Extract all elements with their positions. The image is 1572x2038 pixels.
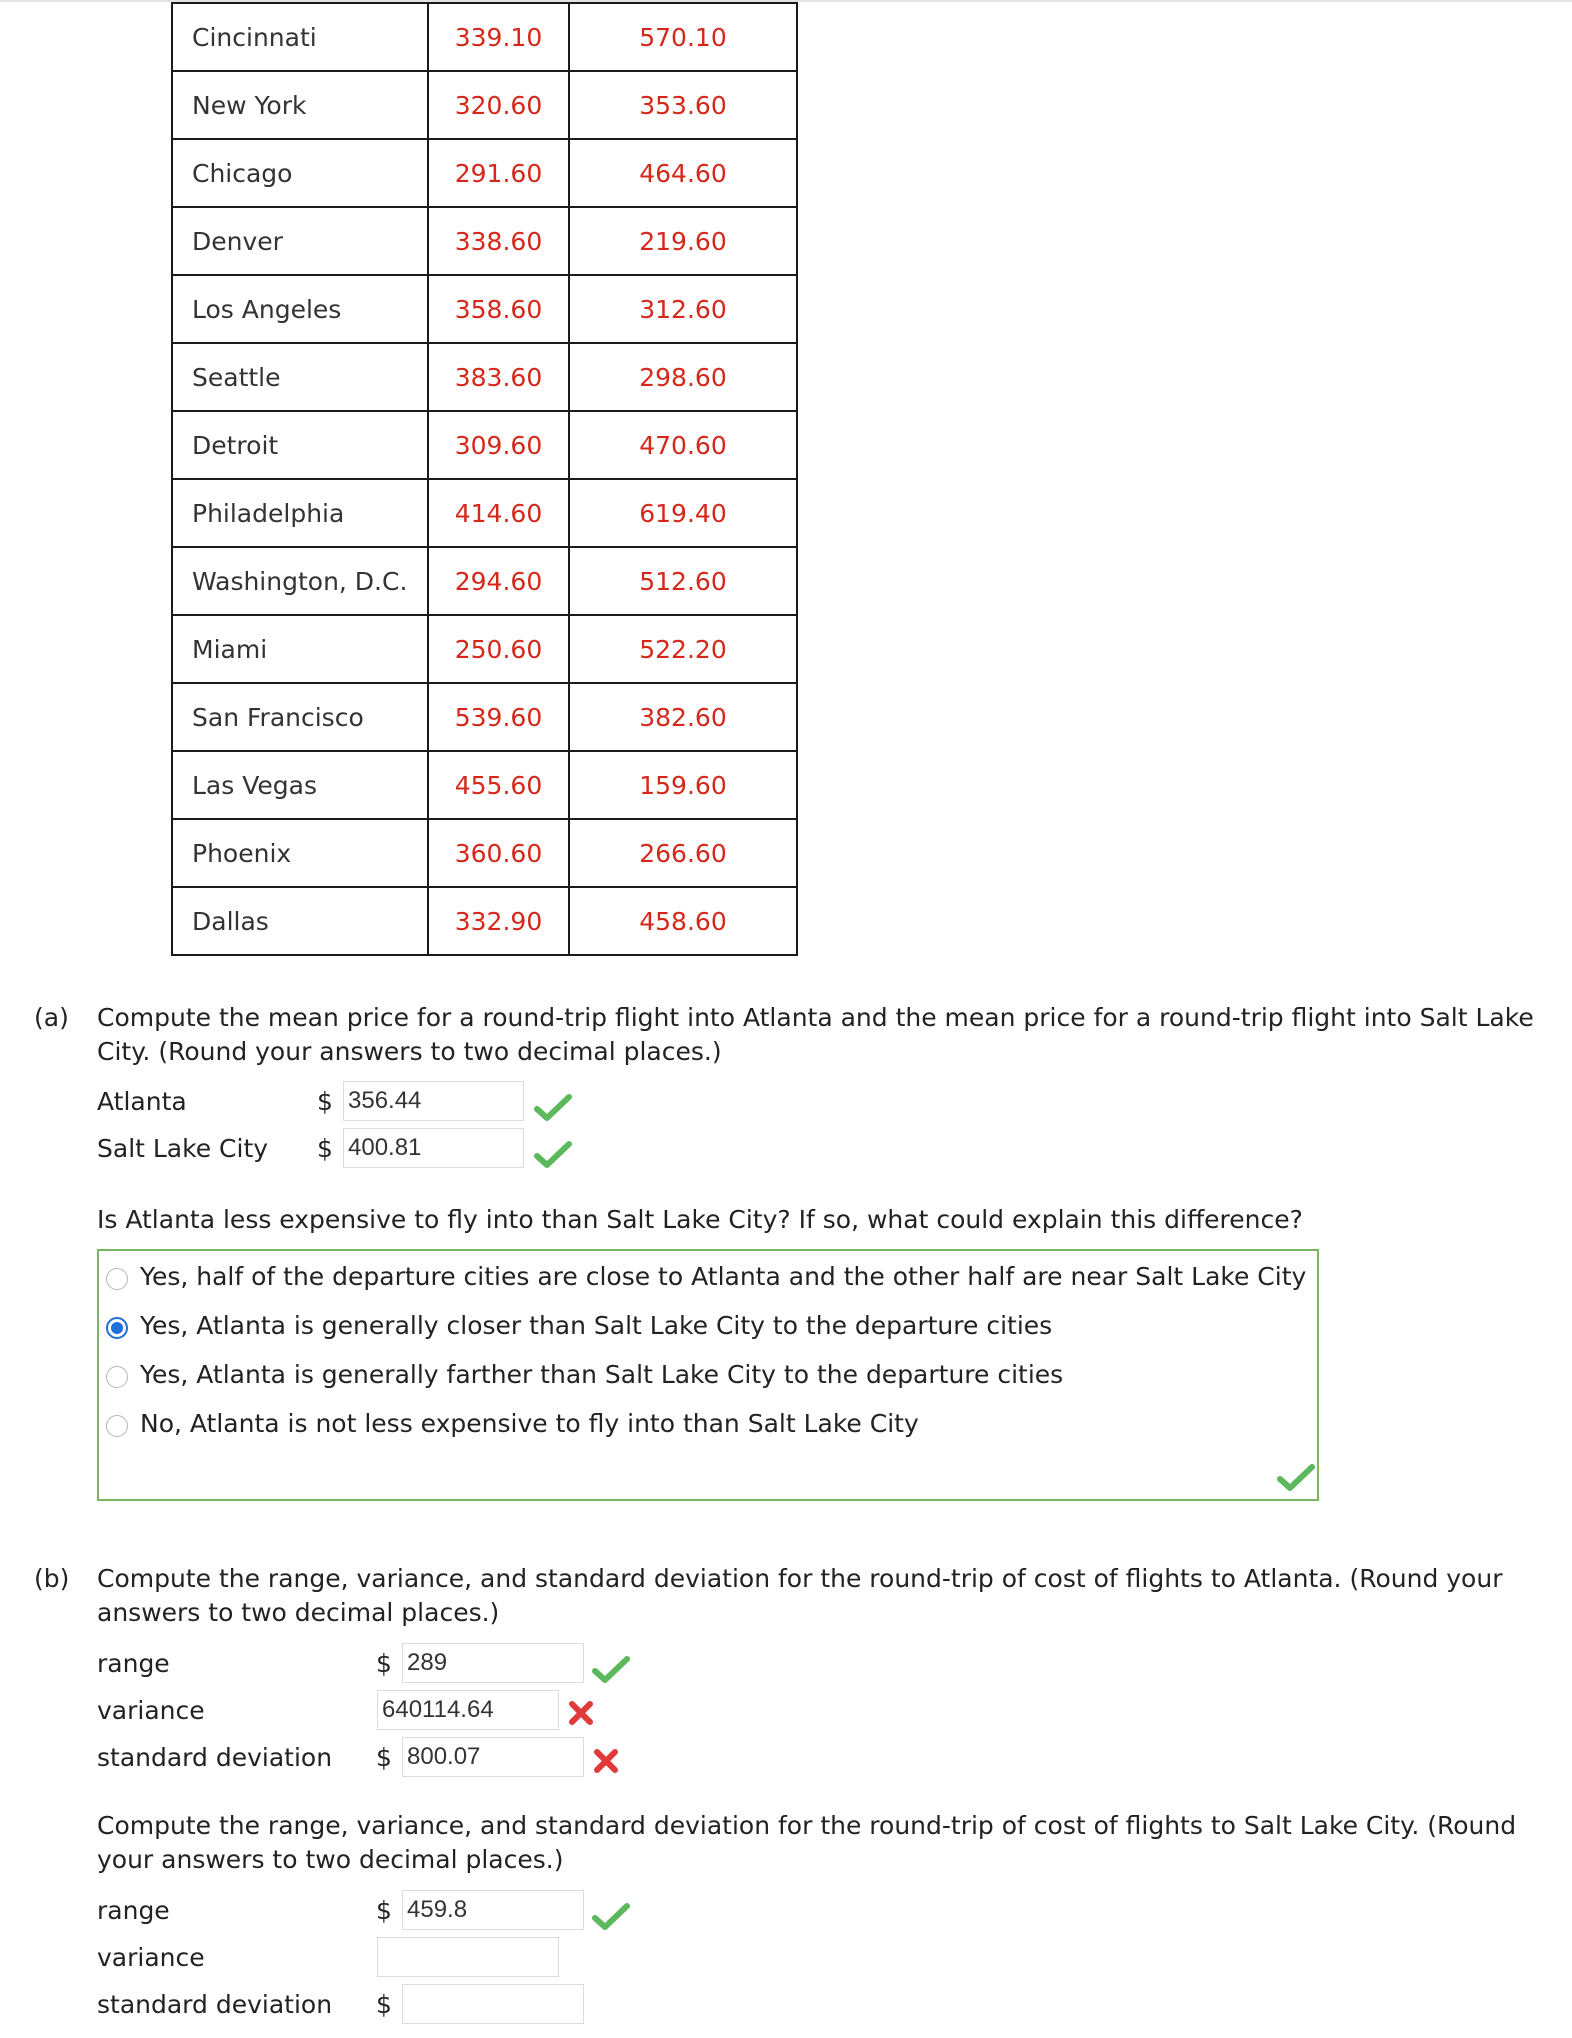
choice-4-label: No, Atlanta is not less expensive to fly into than Salt Lake City [140, 1409, 919, 1438]
slc-std-input[interactable] [402, 1984, 584, 2024]
slc-price-cell: 619.40 [569, 479, 797, 547]
city-cell: Las Vegas [172, 751, 428, 819]
table-row [172, 343, 797, 411]
atlanta-range-currency: $ [376, 1649, 392, 1678]
slc-price-cell: 266.60 [569, 819, 797, 887]
atlanta-variance-input[interactable]: 640114.64 [377, 1690, 559, 1730]
atlanta-price-cell: 539.60 [428, 683, 569, 751]
choice-option-4[interactable] [99, 1409, 1314, 1449]
part-a-question: Compute the mean price for a round-trip flight into Atlanta and the mean price for a round-trip flight into Salt Lake City. (Round your answers to two decimal places.) [97, 1003, 1534, 1066]
atlanta-std-currency: $ [376, 1743, 392, 1772]
atlanta-price-cell: 291.60 [428, 139, 569, 207]
slc-price-cell: 458.60 [569, 887, 797, 955]
slc-price-cell: 470.60 [569, 411, 797, 479]
atlanta-price-cell: 338.60 [428, 207, 569, 275]
table-row [172, 275, 797, 343]
atlanta-price-cell: 360.60 [428, 819, 569, 887]
table-row [172, 3, 797, 71]
slc-mean-label: Salt Lake City [97, 1134, 269, 1163]
followup-question: Is Atlanta less expensive to fly into than Salt Lake City? If so, what could explain this difference? [97, 1205, 1303, 1234]
slc-std-currency: $ [376, 1990, 392, 2019]
table-row [172, 71, 797, 139]
slc-price-cell: 353.60 [569, 71, 797, 139]
slc-mean-input[interactable]: 400.81 [343, 1128, 524, 1168]
atlanta-range-input[interactable]: 289 [402, 1643, 584, 1683]
atlanta-variance-label: variance [97, 1696, 205, 1725]
city-cell: Phoenix [172, 819, 428, 887]
choice-option-3[interactable] [99, 1360, 1314, 1400]
city-cell: Chicago [172, 139, 428, 207]
choices-correct-check-icon [1276, 1463, 1316, 1493]
atlanta-price-cell: 414.60 [428, 479, 569, 547]
table-row [172, 751, 797, 819]
slc-range-correct-check-icon [591, 1902, 631, 1932]
choice-2-radio-selected[interactable] [106, 1317, 128, 1339]
atlanta-mean-label: Atlanta [97, 1087, 187, 1116]
table-row [172, 887, 797, 955]
atlanta-price-cell: 294.60 [428, 547, 569, 615]
choice-4-radio[interactable] [106, 1415, 128, 1437]
slc-price-cell: 570.10 [569, 3, 797, 71]
atlanta-price-cell: 309.60 [428, 411, 569, 479]
table-row [172, 615, 797, 683]
choices-group [97, 1249, 1319, 1501]
city-cell: New York [172, 71, 428, 139]
choice-3-radio[interactable] [106, 1366, 128, 1388]
slc-range-currency: $ [376, 1896, 392, 1925]
slc-price-cell: 512.60 [569, 547, 797, 615]
atlanta-price-cell: 383.60 [428, 343, 569, 411]
atlanta-std-incorrect-cross-icon [591, 1746, 621, 1776]
slc-range-label: range [97, 1896, 170, 1925]
table-row [172, 207, 797, 275]
city-cell: Philadelphia [172, 479, 428, 547]
choice-2-label: Yes, Atlanta is generally closer than Salt Lake City to the departure cities [140, 1311, 1053, 1340]
table-row [172, 411, 797, 479]
atlanta-price-cell: 455.60 [428, 751, 569, 819]
slc-mean-correct-check-icon [533, 1140, 573, 1170]
fare-table [171, 2, 798, 956]
table-row [172, 139, 797, 207]
choice-option-2[interactable] [99, 1311, 1314, 1351]
atlanta-mean-currency: $ [317, 1087, 333, 1116]
atlanta-price-cell: 320.60 [428, 71, 569, 139]
choice-1-label: Yes, half of the departure cities are close to Atlanta and the other half are near Salt Lake City [140, 1262, 1307, 1291]
atlanta-std-input[interactable]: 800.07 [402, 1737, 584, 1777]
slc-variance-label: variance [97, 1943, 205, 1972]
city-cell: Miami [172, 615, 428, 683]
city-cell: Seattle [172, 343, 428, 411]
choice-3-label: Yes, Atlanta is generally farther than Salt Lake City to the departure cities [140, 1360, 1064, 1389]
slc-std-label: standard deviation [97, 1990, 333, 2019]
choice-1-radio[interactable] [106, 1268, 128, 1290]
slc-price-cell: 312.60 [569, 275, 797, 343]
slc-price-cell: 382.60 [569, 683, 797, 751]
table-row [172, 479, 797, 547]
city-cell: Cincinnati [172, 3, 428, 71]
atlanta-std-label: standard deviation [97, 1743, 333, 1772]
table-row [172, 683, 797, 751]
city-cell: Dallas [172, 887, 428, 955]
atlanta-mean-correct-check-icon [533, 1093, 573, 1123]
city-cell: Denver [172, 207, 428, 275]
atlanta-range-label: range [97, 1649, 170, 1678]
slc-price-cell: 464.60 [569, 139, 797, 207]
city-cell: Detroit [172, 411, 428, 479]
atlanta-variance-incorrect-cross-icon [566, 1698, 596, 1728]
slc-price-cell: 219.60 [569, 207, 797, 275]
part-b-letter: (b) [34, 1564, 70, 1593]
atlanta-price-cell: 358.60 [428, 275, 569, 343]
atlanta-price-cell: 332.90 [428, 887, 569, 955]
part-a-letter: (a) [34, 1003, 69, 1032]
slc-mean-currency: $ [317, 1134, 333, 1163]
table-row [172, 547, 797, 615]
atlanta-mean-input[interactable]: 356.44 [343, 1081, 524, 1121]
slc-price-cell: 522.20 [569, 615, 797, 683]
city-cell: Washington, D.C. [172, 547, 428, 615]
city-cell: San Francisco [172, 683, 428, 751]
slc-price-cell: 159.60 [569, 751, 797, 819]
atlanta-price-cell: 250.60 [428, 615, 569, 683]
part-b-question: Compute the range, variance, and standard deviation for the round-trip of cost of flights to Atlanta. (Round your answers to two decimal places.) [97, 1564, 1503, 1627]
atlanta-range-correct-check-icon [591, 1655, 631, 1685]
slc-stats-question: Compute the range, variance, and standard deviation for the round-trip of cost of flights to Salt Lake City. (Round your answers to two decimal places.) [97, 1811, 1517, 1874]
atlanta-price-cell: 339.10 [428, 3, 569, 71]
choice-option-1[interactable] [99, 1262, 1314, 1302]
slc-price-cell: 298.60 [569, 343, 797, 411]
slc-variance-input[interactable] [377, 1937, 559, 1977]
city-cell: Los Angeles [172, 275, 428, 343]
slc-range-input[interactable]: 459.8 [402, 1890, 584, 1930]
table-row [172, 819, 797, 887]
